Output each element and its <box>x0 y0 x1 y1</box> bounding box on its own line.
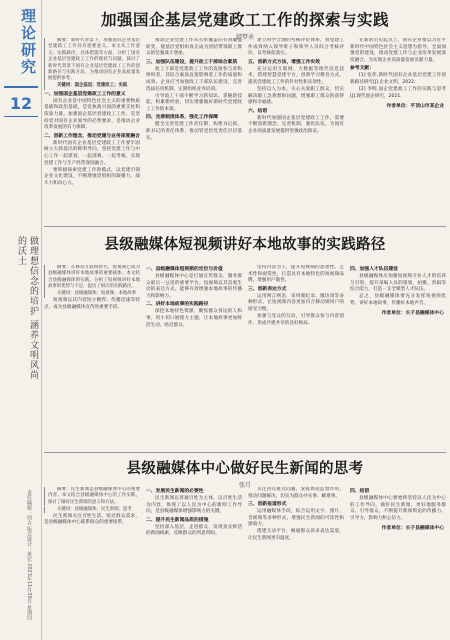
body-paragraph: 搭建互动平台，畅通群众诉求表达渠道，让民生新闻更有温度。 <box>248 529 344 542</box>
section-heading: 三、创新表达方式 <box>248 286 287 292</box>
body-paragraph: 运用融媒体手段，综合运用文字、图片、音视频等多种形式，增强民生新闻的可读性和感染力。 <box>248 509 344 528</box>
article-body <box>44 38 446 226</box>
abstract-text: 关键词：县级融媒体；民生新闻；思考 <box>57 506 132 512</box>
issue-info: 责任编辑：周吉 版式设计：黄宏 2023年11月30日 星期四 <box>26 490 32 621</box>
section-heading: 四、结语 <box>350 489 370 494</box>
body-paragraph: 新时代加强国企基层党建政工工作，需要不断创新理念、完善机制、强化队伍，为国有企业高质量发展提供坚强政治保证。 <box>248 115 344 135</box>
column-content <box>44 265 140 311</box>
article-column <box>350 38 446 226</box>
body-paragraph: 新时代国有企业基层党建政工工作要牢固树立大抓基层的鲜明导向，坚持党建工作与中心工作一起谋划、一起部署、一起考核，实现党建工作与生产经营深度融合。 <box>44 140 140 166</box>
body-paragraph: 引导政工干部不断学习新知识、掌握新技能、积累新经验，切实增强做好新时代党建政工工作的本领。 <box>146 93 242 112</box>
body-paragraph: 民生新闻以普通百姓为主体，以百姓生活为内容，体现了以人民为中心的新闻工作导向，是县级融媒体增强影响力的关键。 <box>146 496 242 515</box>
section-divider <box>4 86 38 88</box>
article-column <box>248 38 344 226</box>
page-number: 12 <box>9 94 33 113</box>
article-column <box>146 38 242 226</box>
body-paragraph: 建立科学合理的考核评价体系，将党建工作成效纳入领导班子和领导人员综合考核评价，以考核促落实。 <box>248 38 344 57</box>
section-heading: 一、发展民生新闻的必要性 <box>146 489 204 494</box>
article-short-video <box>44 226 446 434</box>
column-content <box>350 38 446 109</box>
abstract-text: 摘要：民生新闻是县级融媒体中心的重要内容。本文结合县级融媒体中心的工作实践，探讨了做好民生新闻的意义和方法。 <box>48 487 140 505</box>
column-content <box>44 487 140 527</box>
section-heading: 四、加强人才队伍建设 <box>350 267 398 272</box>
section-heading: 参考文献： <box>350 66 374 72</box>
column-content <box>146 266 242 329</box>
body-paragraph: 短视频以其内容短小精悍、传播迅速等特点，成为县级融媒体宣传的重要手段。 <box>44 298 140 310</box>
body-paragraph: 深挖本地特色资源，聚焦群众身边的人和事，用小切口展现大主题，让本地故事更加鲜活生动、贴近群众。 <box>146 309 242 328</box>
section-heading: 六、结语 <box>248 108 268 114</box>
body-paragraph: [1] 张伟.新时代国有企业基层党建工作创新路径研究[J].企业文明，2022. <box>350 73 446 85</box>
column-content <box>350 266 446 316</box>
body-paragraph: 要积极探索党建工作新模式，以党建引领企业文化建设，不断增强党组织的凝聚力、战斗力和向心力。 <box>44 167 140 186</box>
section-heading: 一、加强国企基层党建政工工作的意义 <box>44 91 126 97</box>
keywords: 关键词：国企基层；党建政工；实践 <box>57 83 128 89</box>
article-title: 县级融媒体短视频讲好本地故事的实践路径 <box>104 236 386 253</box>
article-column <box>248 487 344 638</box>
article-body <box>44 487 446 638</box>
article-abstract <box>44 487 140 506</box>
article-party-building <box>44 4 446 226</box>
column-content <box>146 38 242 142</box>
slogan-line: 涵养文明风尚的沃土 <box>16 236 38 380</box>
section-heading: 三、创新报道形式 <box>248 502 287 508</box>
section-label: 理论研究 <box>19 8 37 76</box>
body-paragraph: 充分运用互联网、大数据等现代信息技术，搭建智慧党建平台，创新学习教育方式，提高党建政工工作的针对性和实效性。 <box>248 66 344 85</box>
article-livelihood-news <box>44 452 446 638</box>
article-column <box>44 487 140 638</box>
article-author: 韩梦承 <box>235 34 254 41</box>
abstract-text: 摘要：新时代背景下，加强国有企业基层党建政工工作具有重要意义。本文从工作意义、实践路径、具体措施等方面，分析了国有企业基层党建政工工作的现状与问题，探讨了新时代背景下国有企业基层党建政工工作的创新路径与实践方法，为推动国有企业高质量发展提供参考。 <box>48 38 140 82</box>
author-affiliation: 作者单位：长子县融媒体中心 <box>381 311 444 317</box>
body-paragraph: 运用网言网语，采用微纪录、微访谈等多种形式，让短视频内容更加符合移动端用户的接受习惯。 <box>248 293 344 312</box>
body-paragraph: 在新的历史起点上，国有企业要以习近平新时代中国特色社会主义思想为指导，全面加强党的建设，推动党建工作与企业改革发展深度融合，为实现企业高质量发展贡献力量。 <box>350 38 446 63</box>
body-paragraph: 坚持以人为本，关心关爱职工群众，切实解决职工急难愁盼问题，增强职工群众的获得感和幸福感。 <box>248 87 344 106</box>
body-paragraph: 健全完善党建工作责任制，构建书记抓、抓书记的责任体系，推动管党治党责任层层落实。 <box>146 122 242 141</box>
section-heading: 三、加强队伍建设，提升政工干部综合素质 <box>146 59 238 65</box>
body-paragraph: 县级融媒体中心是打通宣传群众、服务群众最后一公里的重要平台。短视频以其直观生动的表达方式，能够有效增强本地故事的传播力和影响力。 <box>146 274 242 299</box>
slogan-line: 做理想信念的培护 <box>28 236 38 316</box>
article-column <box>146 265 242 432</box>
article-column <box>248 265 344 432</box>
article-abstract <box>44 265 140 291</box>
article-abstract <box>44 291 140 297</box>
section-heading: 四、完善制度体系，强化工作保障 <box>146 115 218 121</box>
section-heading: 二、创新工作理念，推动党建与业务深度融合 <box>44 133 140 139</box>
section-heading: 二、提升民生新闻品质的措施 <box>146 517 209 523</box>
column-content <box>248 38 344 136</box>
body-paragraph: 坚持深入基层，走进群众，发现真实鲜活的新闻线索，反映群众的所思所盼。 <box>146 524 242 537</box>
article-abstract <box>44 38 140 90</box>
article-column <box>44 38 140 226</box>
article-abstract <box>44 507 140 513</box>
body-paragraph: [2] 李明.国企党建政工工作的实践与思考[J].现代国企研究，2021. <box>350 87 446 99</box>
author-affiliation: 作者单位：长子县融媒体中心 <box>381 526 444 532</box>
article-column <box>44 265 140 432</box>
author-affiliation: 作者单位：平顶山市某企业 <box>386 104 444 110</box>
abstract-text: 摘要：在移动互联网时代，短视频已成为县级融媒体讲好本地故事的重要载体。本文结合县级融媒体的实践，分析了短视频讲好本地故事的优势与不足，提出了相应的实践路径。 <box>48 265 140 290</box>
section-heading: 五、创新方式方法，增强工作实效 <box>248 59 320 65</box>
body-paragraph: 政工干部是党建政工工作的直接参与者和组织者，其综合素质直接影响着工作的质量和成效。企业应当加强政工干部队伍建设，完善选拔任用机制，定期组织业务培训。 <box>146 66 242 92</box>
article-title: 加强国企基层党建政工工作的探索与实践 <box>100 10 389 29</box>
body-paragraph: 国有企业是中国特色社会主义的重要物质基础和政治基础，是党执政兴国的重要支柱和依靠力量。加强国企基层党建政工工作，是坚持党对国有企业领导的必然要求，是推动企业改革发展的有力保障。 <box>44 98 140 131</box>
body-paragraph: 关注热点难点问题，发挥舆论监督作用，推动问题解决，切实为群众办实事、解难事。 <box>248 487 344 499</box>
section-heading: 二、讲好本地故事的实践路径 <box>146 302 209 308</box>
body-paragraph: 县级融媒体应加强短视频专业人才的培养与引进，提升采编人员的策划、拍摄、剪辑等综合能力，打造一支全媒型人才队伍。 <box>350 274 446 293</box>
column-content <box>248 265 344 327</box>
article-author: 张月 <box>238 482 251 489</box>
page-number-divider <box>4 116 38 117</box>
article-column <box>350 265 446 432</box>
article-title: 县级融媒体中心做好民生新闻的思考 <box>126 460 364 477</box>
article-column <box>350 487 446 638</box>
section-heading: 一、县级融媒体短视频的定位与价值 <box>146 267 223 272</box>
body-paragraph: 推动企业党建工作从有形覆盖向有效覆盖转变，使基层党组织真正成为团结带领职工群众的坚强战斗堡垒。 <box>146 38 242 57</box>
column-content <box>44 91 140 188</box>
abstract-text: 关键词：县级融媒体；短视频；本地故事 <box>57 291 137 297</box>
column-content <box>248 487 344 543</box>
sidebar-slogan <box>3 236 39 386</box>
column-content <box>350 488 446 531</box>
body-paragraph: 总之，县级融媒体要充分发挥短视频优势，讲好本地故事，传播好本地声音。 <box>350 294 446 306</box>
sidebar <box>0 0 42 640</box>
body-paragraph: 县级融媒体中心要始终坚持以人民为中心的工作导向，做好民生新闻，更好地服务群众、引导群众，不断提升新闻舆论的传播力、引导力、影响力和公信力。 <box>350 496 446 521</box>
body-paragraph: 民生新闻关注百姓生活，贴近群众需求，是县级融媒体中心联系群众的重要纽带。 <box>44 513 140 526</box>
body-paragraph: 加强与受众的互动，引导群众参与内容创作，形成共建共享的良好格局。 <box>248 314 344 326</box>
article-column <box>146 487 242 638</box>
article-body <box>44 265 446 432</box>
body-paragraph: 坚持内容为王，提升短视频的思想性、艺术性和观赏性，打造具有本地特色的短视频品牌，增强用户黏性。 <box>248 265 344 284</box>
column-content <box>146 488 242 538</box>
